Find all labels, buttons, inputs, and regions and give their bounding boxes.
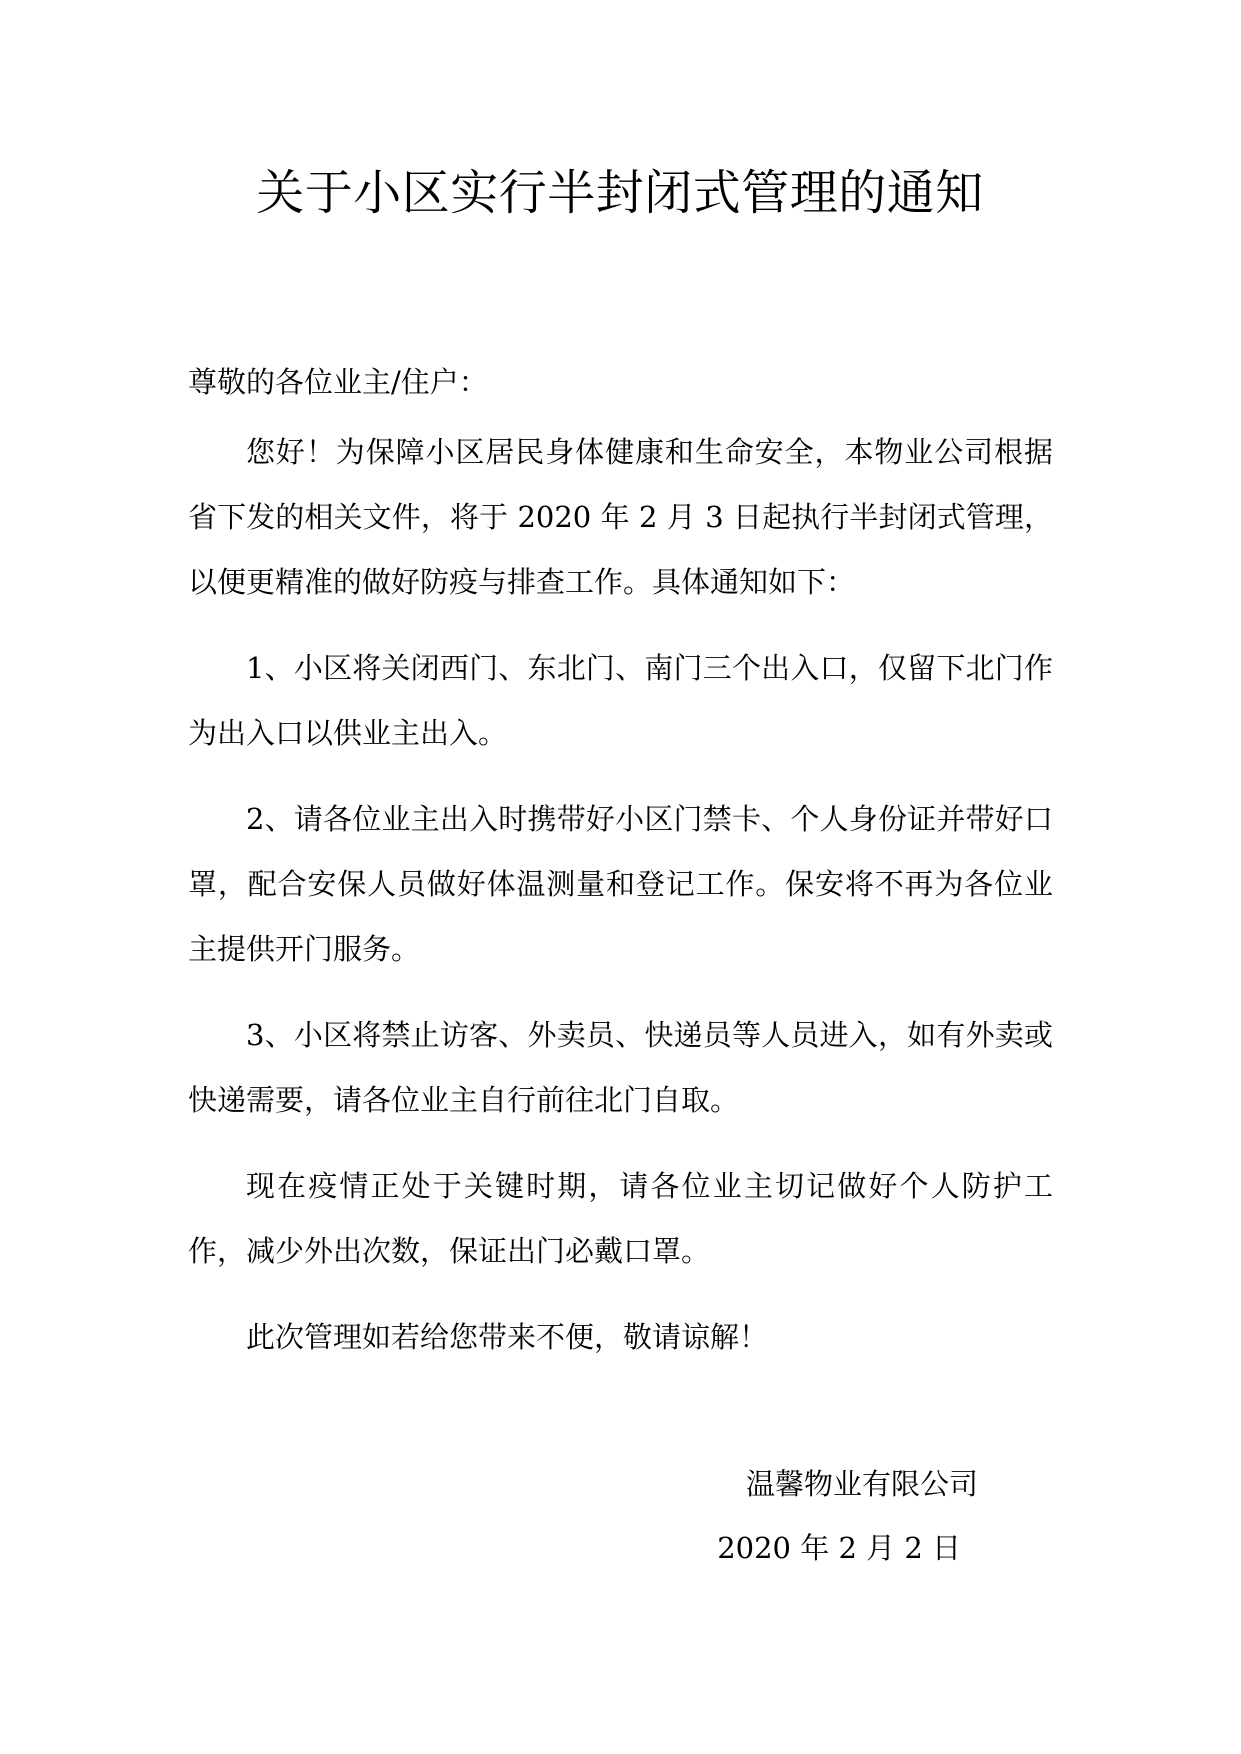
paragraph-reminder: 现在疫情正处于关键时期，请各位业主切记做好个人防护工作，减少外出次数，保证出门必戴口罩。 (188, 1169, 1053, 1268)
paragraph-item-2: 2、请各位业主出入时携带好小区门禁卡、个人身份证并带好口罩，配合安保人员做好体温测量和登记工作。保安将不再为各位业主提供开门服务。 (188, 802, 1053, 966)
paragraph-apology: 此次管理如若给您带来不便，敬请谅解！ (246, 1320, 769, 1354)
signature-date: 2020 年 2 月 2 日 (717, 1531, 961, 1565)
signature-company: 温馨物业有限公司 (745, 1467, 978, 1501)
paragraph-item-3: 3、小区将禁止访客、外卖员、快递员等人员进入，如有外卖或快递需要，请各位业主自行前往北门自取。 (188, 1018, 1053, 1117)
greeting-line: 尊敬的各位业主/住户： (188, 365, 488, 399)
notice-body (188, 420, 1053, 1370)
paragraph-item-1: 1、小区将关闭西门、东北门、南门三个出入口，仅留下北门作为出入口以供业主出入。 (188, 651, 1053, 750)
notice-title: 关于小区实行半封闭式管理的通知 (256, 165, 984, 221)
paragraph-intro: 您好！为保障小区居民身体健康和生命安全，本物业公司根据省下发的相关文件，将于 2020 年 2 月 3 日起执行半封闭式管理，以便更精准的做好防疫与排查工作。具体通知如下： (188, 435, 1053, 599)
